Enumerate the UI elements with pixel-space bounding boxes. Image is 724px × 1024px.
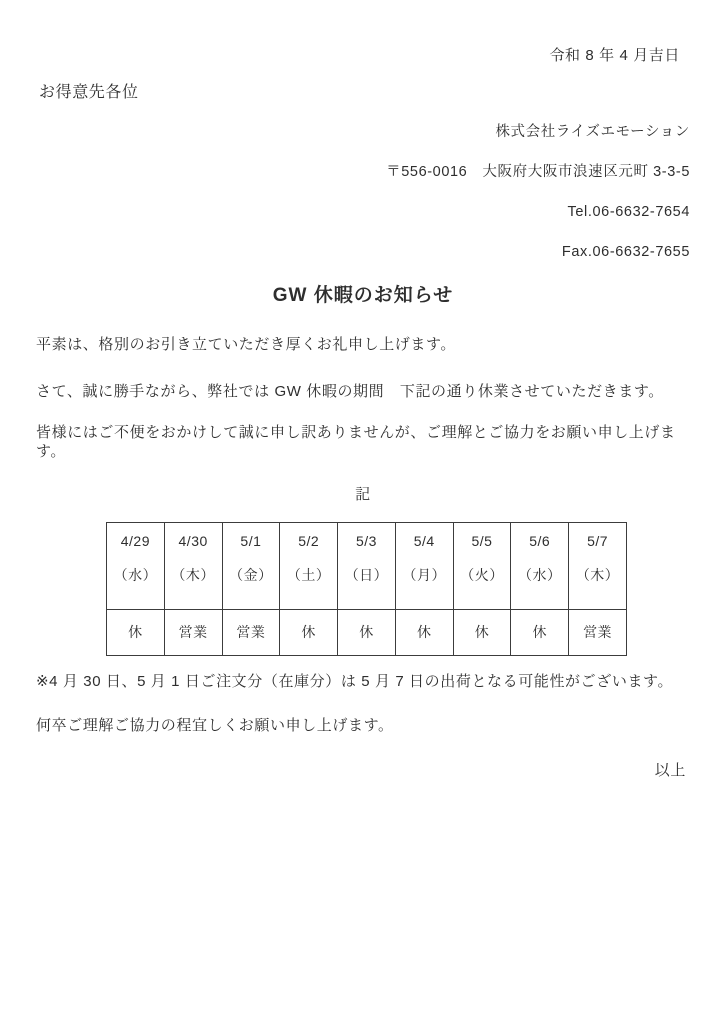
date-label: 5/2 (298, 533, 320, 549)
closing-remark: 何卒ご理解ご協力の程宜しくお願い申し上げます。 (36, 717, 394, 734)
status-cell: 休 (395, 610, 453, 656)
weekday-label: （木） (575, 567, 620, 583)
schedule-column-date (453, 523, 511, 610)
holiday-schedule-table (106, 522, 627, 656)
sender-company-name: 株式会社ライズエモーション (495, 124, 690, 140)
sender-fax: Fax.06-6632-7655 (561, 244, 690, 260)
page-title: GW 休暇のお知らせ (272, 285, 454, 306)
status-cell: 営業 (569, 610, 627, 656)
shipping-note: ※4 月 30 日、5 月 1 日ご注文分（在庫分）は 5 月 7 日の出荷となる可能性がございます。 (36, 673, 674, 690)
schedule-column-date (338, 523, 396, 610)
schedule-date-row (107, 523, 627, 610)
status-cell: 営業 (164, 610, 222, 656)
date-label: 5/6 (529, 533, 551, 549)
status-cell: 休 (511, 610, 569, 656)
schedule-column-date (511, 523, 569, 610)
status-cell: 営業 (222, 610, 280, 656)
status-cell: 休 (338, 610, 396, 656)
weekday-label: （木） (171, 567, 215, 583)
body-paragraph-greeting: 平素は、格別のお引き立ていただき厚くお礼申し上げます。 (36, 336, 457, 353)
date-label: 5/1 (240, 533, 262, 549)
weekday-label: （日） (344, 567, 389, 583)
status-cell: 休 (453, 610, 511, 656)
date-label: 5/3 (355, 533, 377, 549)
schedule-column-date (107, 523, 165, 610)
schedule-column-date (222, 523, 280, 610)
recipient-line: お得意先各位 (39, 84, 139, 101)
date-label: 5/4 (413, 533, 435, 549)
weekday-label: （火） (460, 567, 504, 583)
weekday-label: （月） (402, 567, 446, 583)
schedule-column-date (395, 523, 453, 610)
status-cell: 休 (280, 610, 338, 656)
weekday-label: （土） (286, 567, 331, 583)
status-cell: 休 (107, 610, 165, 656)
document-date: 令和 8 年 4 月吉日 (549, 47, 680, 64)
sender-tel: Tel.06-6632-7654 (567, 204, 690, 220)
end-marker: 以上 (654, 762, 686, 779)
body-paragraph-announcement: さて、誠に勝手ながら、弊社では GW 休暇の期間 下記の通り休業させていただきます。 (36, 383, 664, 400)
schedule-status-row (107, 610, 627, 656)
sender-postal-address: 〒556-0016 大阪府大阪市浪速区元町 3-3-5 (386, 164, 690, 180)
schedule-column-date (280, 523, 338, 610)
record-marker: 記 (355, 486, 371, 503)
weekday-label: （金） (229, 567, 273, 583)
date-label: 5/5 (471, 533, 493, 549)
sender-block (36, 124, 690, 261)
schedule-column-date (569, 523, 627, 610)
schedule-column-date (164, 523, 222, 610)
body-paragraph-apology: 皆様にはご不便をおかけして誠に申し訳ありませんが、ご理解とご協力をお願い申し上げます。 (36, 424, 676, 460)
date-label: 5/7 (587, 533, 609, 549)
date-label: 4/29 (120, 533, 150, 549)
date-label: 4/30 (178, 533, 208, 549)
weekday-label: （水） (517, 567, 562, 583)
weekday-label: （水） (113, 567, 158, 583)
